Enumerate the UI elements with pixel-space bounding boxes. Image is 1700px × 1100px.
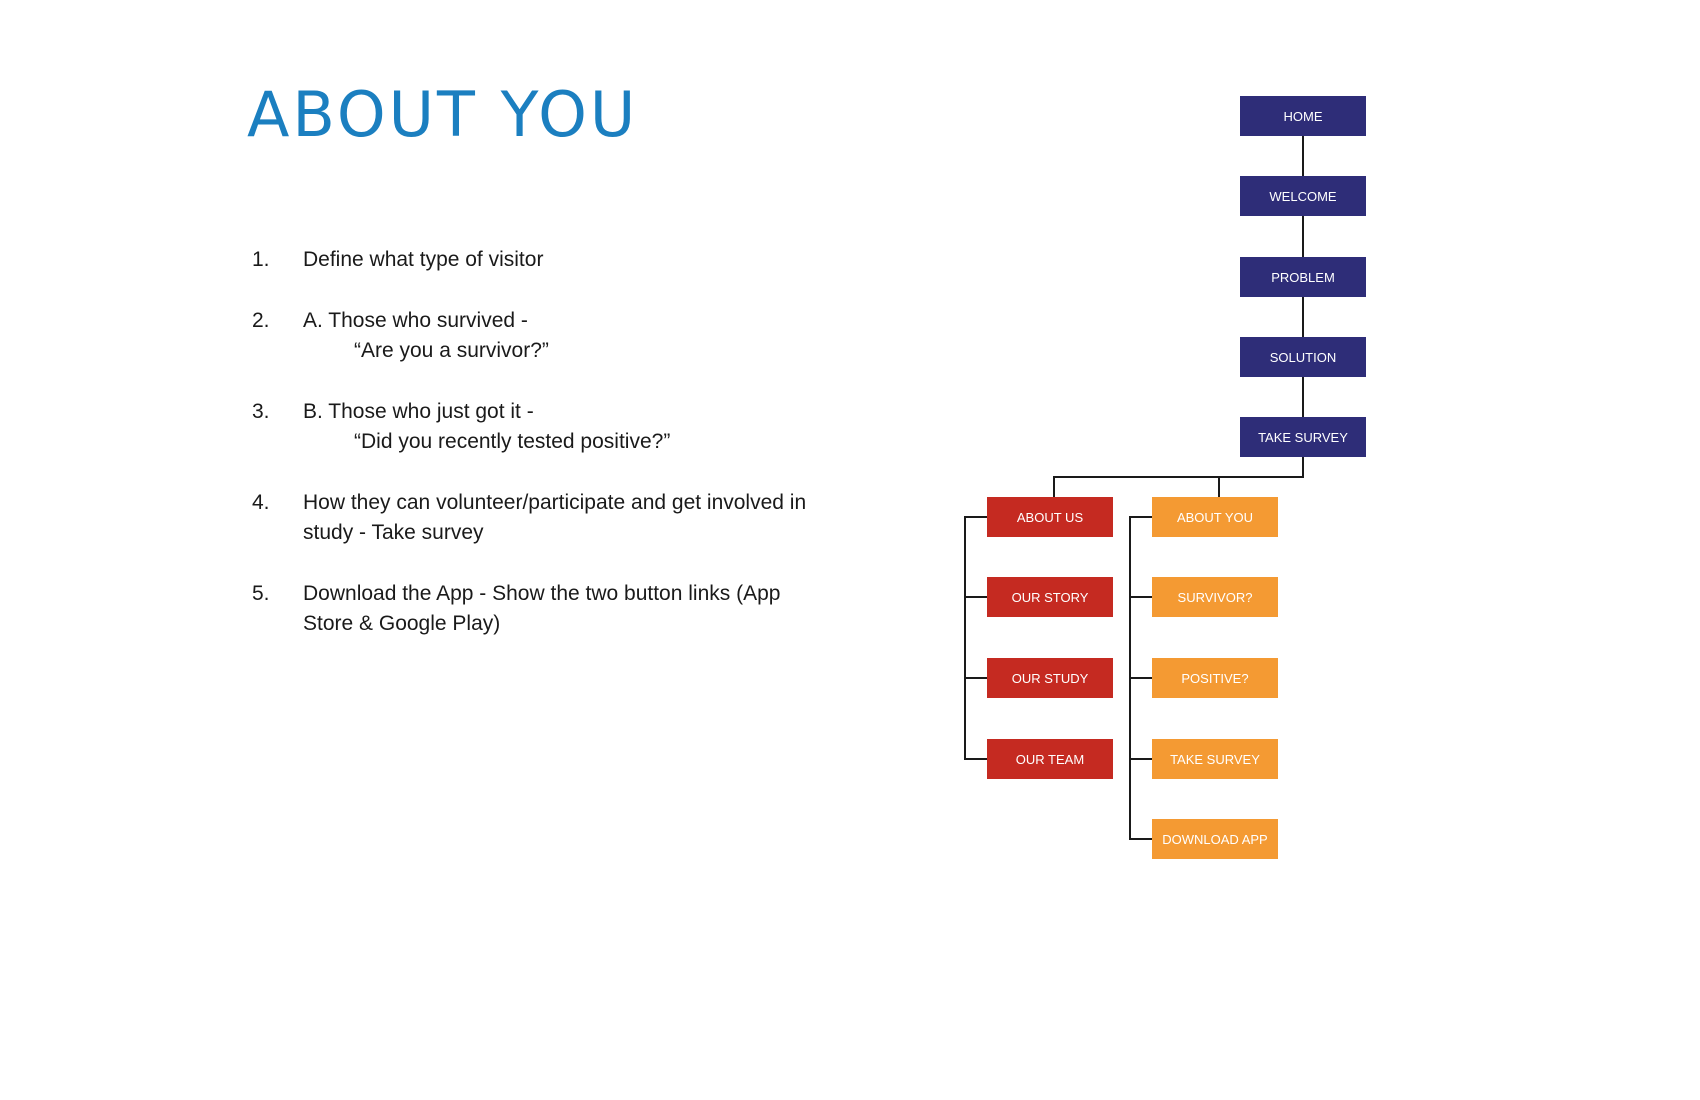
step-sub-text: “Did you recently tested positive?” xyxy=(354,430,671,453)
page-title: ABOUT YOU xyxy=(247,78,639,151)
step-text xyxy=(303,397,812,457)
step-number: 5. xyxy=(252,582,270,605)
step-text xyxy=(303,488,812,548)
step-item xyxy=(252,397,812,457)
node-label: ABOUT YOU xyxy=(1176,510,1254,525)
step-main-text: Define what type of visitor xyxy=(303,248,544,271)
node-label: POSITIVE? xyxy=(1181,671,1249,686)
step-text xyxy=(303,306,812,366)
node-label: OUR STORY xyxy=(1011,590,1089,605)
node-label: OUR TEAM xyxy=(1015,752,1085,767)
step-item xyxy=(252,245,812,275)
node-label: SOLUTION xyxy=(1269,350,1337,365)
step-number: 2. xyxy=(252,309,270,332)
node-about-you[interactable] xyxy=(1152,497,1278,537)
node-our-story[interactable] xyxy=(987,577,1113,617)
about-us-nodes xyxy=(987,497,1113,779)
node-label: TAKE SURVEY xyxy=(1258,430,1348,445)
steps-list xyxy=(252,245,812,670)
sitemap-connectors xyxy=(965,136,1303,839)
step-main-text: Download the App - Show the two button links (App Store & Google Play) xyxy=(303,582,781,635)
main-nav-nodes xyxy=(1240,96,1366,457)
node-problem[interactable] xyxy=(1240,257,1366,297)
node-label: ABOUT US xyxy=(1016,510,1084,525)
node-our-study[interactable] xyxy=(987,658,1113,698)
step-item xyxy=(252,579,812,639)
step-item xyxy=(252,488,812,548)
node-label: OUR STUDY xyxy=(1011,671,1089,686)
step-sub-text: “Are you a survivor?” xyxy=(354,339,549,362)
node-label: WELCOME xyxy=(1269,189,1337,204)
step-main-text: A. Those who survived - xyxy=(303,309,528,332)
step-number: 3. xyxy=(252,400,270,423)
node-welcome[interactable] xyxy=(1240,176,1366,216)
step-number: 1. xyxy=(252,248,270,271)
node-about-us[interactable] xyxy=(987,497,1113,537)
node-take-survey[interactable] xyxy=(1240,417,1366,457)
node-label: SURVIVOR? xyxy=(1177,590,1253,605)
step-main-text: How they can volunteer/participate and get involved in study - Take survey xyxy=(303,491,807,544)
step-item xyxy=(252,306,812,366)
step-text xyxy=(303,579,812,639)
node-home[interactable] xyxy=(1240,96,1366,136)
node-label: TAKE SURVEY xyxy=(1170,752,1260,767)
step-main-text: B. Those who just got it - xyxy=(303,400,534,423)
node-label: PROBLEM xyxy=(1271,270,1335,285)
node-take-survey-sub[interactable] xyxy=(1152,739,1278,779)
node-label: HOME xyxy=(1283,109,1323,124)
node-survivor[interactable] xyxy=(1152,577,1278,617)
node-our-team[interactable] xyxy=(987,739,1113,779)
about-you-nodes xyxy=(1152,497,1278,859)
step-text xyxy=(303,245,812,275)
node-download-app[interactable] xyxy=(1152,819,1278,859)
node-solution[interactable] xyxy=(1240,337,1366,377)
step-number: 4. xyxy=(252,491,270,514)
node-positive[interactable] xyxy=(1152,658,1278,698)
node-label: DOWNLOAD APP xyxy=(1162,832,1268,847)
